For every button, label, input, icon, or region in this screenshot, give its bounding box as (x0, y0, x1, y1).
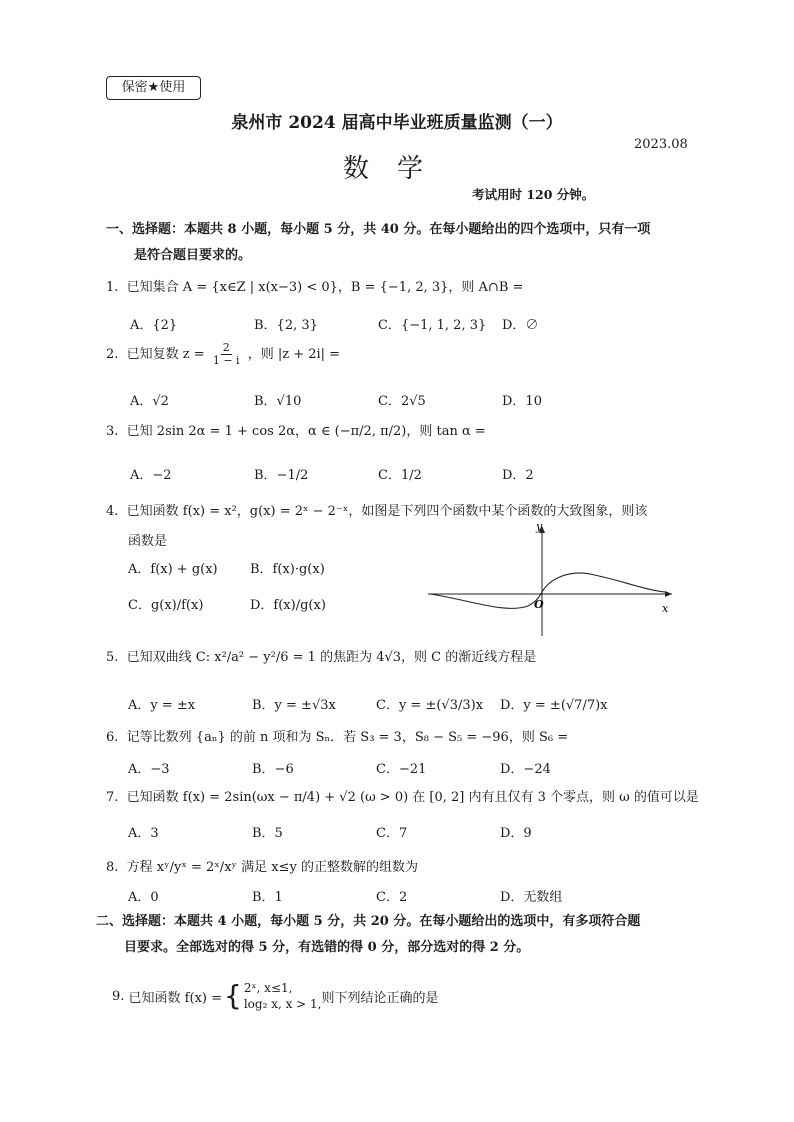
time-note: 考试用时 120 分钟。 (472, 187, 595, 202)
question-7-stem: 已知函数 f(x) = 2sin(ωx − π/4) + √2 (ω > 0) 在 [0, 2] 内有且仅有 3 个零点，则 ω 的值可以是 (126, 790, 699, 805)
q3-option-b: B．−1/2 (254, 468, 309, 483)
question-3-stem: 已知 2sin 2α = 1 + cos 2α，α ∈ (−π/2, π/2)，则 tan α = (126, 424, 486, 439)
q3-option-d: D．2 (502, 468, 534, 483)
question-1-stem: 已知集合 A = {x∈Z | x(x−3) < 0}，B = {−1, 2, 3}，则 A∩B = (126, 280, 524, 295)
brace-icon: { (224, 979, 242, 1013)
question-3: 3. 已知 2sin 2α = 1 + cos 2α，α ∈ (−π/2, π/2)，则 tan α = (106, 424, 486, 439)
question-1: 1. 已知集合 A = {x∈Z | x(x−3) < 0}，B = {−1, 2, 3}，则 A∩B = (106, 280, 524, 295)
q5-option-d: D．y = ±(√7/7)x (500, 698, 608, 713)
q7-option-b: B．5 (252, 826, 283, 841)
confidential-badge: 保密★使用 (106, 76, 201, 100)
y-axis-label: y (536, 522, 543, 533)
q5-option-a: A．y = ±x (128, 698, 196, 713)
q4-function-graph (420, 522, 680, 640)
q1-option-a: A．{2} (130, 318, 178, 333)
question-5: 5. 已知双曲线 C: x²/a² − y²/6 = 1 的焦距为 4√3，则 C 的渐近线方程是 (106, 650, 537, 665)
exam-title: 泉州市 2024 届高中毕业班质量监测（一） (231, 113, 563, 133)
question-8: 8. 方程 xʸ/yˣ = 2ˣ/xʸ 满足 x≤y 的正整数解的组数为 (106, 860, 418, 875)
question-5-stem: 已知双曲线 C: x²/a² − y²/6 = 1 的焦距为 4√3，则 C 的渐近线方程是 (126, 650, 537, 665)
q7-option-c: C．7 (376, 826, 408, 841)
question-7: 7. 已知函数 f(x) = 2sin(ωx − π/4) + √2 (ω > 0) 在 [0, 2] 内有且仅有 3 个零点，则 ω 的值可以是 (106, 790, 699, 805)
q4-option-c: C．g(x)/f(x) (128, 598, 204, 613)
question-9: 9. 已知函数 f(x) = { 2ˣ, x≤1, log₂ x, x > 1, 则下列结论正确的是 (112, 979, 439, 1013)
q9-piecewise: 2ˣ, x≤1, log₂ x, x > 1, (243, 981, 322, 1012)
q5-option-b: B．y = ±√3x (252, 698, 336, 713)
origin-label: O (534, 598, 544, 611)
q2-option-d: D．10 (502, 394, 542, 409)
function-curve (430, 573, 665, 608)
question-6: 6. 记等比数列 {aₙ} 的前 n 项和为 Sₙ．若 S₃ = 3，S₈ − S₅ = −96，则 S₆ = (106, 730, 569, 745)
section2-heading-line2: 目要求。全部选对的得 5 分，有选错的得 0 分，部分选对的得 2 分。 (124, 940, 530, 955)
q2-fraction: $\frac{2}{1 - i}$ (212, 341, 240, 368)
q1-option-d: D．∅ (502, 318, 539, 333)
q6-option-d: D．−24 (500, 762, 551, 777)
q3-option-a: A．−2 (130, 468, 172, 483)
q7-option-d: D．9 (500, 826, 532, 841)
question-4: 4. 已知函数 f(x) = x²，g(x) = 2ˣ − 2⁻ˣ，如图是下列四个函数中某个函数的大致图象，则该 (106, 504, 648, 519)
q1-option-c: C．{−1, 1, 2, 3} (378, 318, 487, 333)
q3-option-c: C．1/2 (378, 468, 422, 483)
q8-option-c: C．2 (376, 890, 408, 905)
subject-title: 数学 (342, 154, 451, 184)
question-6-stem: 记等比数列 {aₙ} 的前 n 项和为 Sₙ．若 S₃ = 3，S₈ − S₅ = −96，则 S₆ = (126, 730, 569, 745)
q8-option-a: A．0 (128, 890, 159, 905)
x-axis-arrow (665, 591, 672, 597)
q2-option-a: A．√2 (130, 394, 169, 409)
exam-date: 2023.08 (634, 137, 688, 152)
q5-option-c: C．y = ±(√3/3)x (376, 698, 484, 713)
section2-heading: 二、选择题：本题共 4 小题，每小题 5 分，共 20 分。在每小题给出的选项中，有多项符合题 (96, 914, 641, 929)
q4-option-a: A．f(x) + g(x) (128, 562, 218, 577)
q1-option-b: B．{2, 3} (254, 318, 318, 333)
q4-option-d: D．f(x)/g(x) (250, 598, 326, 613)
q6-option-b: B．−6 (252, 762, 294, 777)
q8-option-b: B．1 (252, 890, 283, 905)
question-4-stem: 已知函数 f(x) = x²，g(x) = 2ˣ − 2⁻ˣ，如图是下列四个函数中某个函数的大致图象，则该 (126, 504, 648, 519)
question-2: 2. 已知复数 z = $\frac{2}{1 - i}$ ，则 |z + 2i| = (106, 341, 341, 368)
q2-option-b: B．√10 (254, 394, 302, 409)
x-axis-label: x (662, 602, 669, 615)
section1-heading-line2: 是符合题目要求的。 (134, 248, 252, 263)
q7-option-a: A．3 (128, 826, 159, 841)
q6-option-a: A．−3 (128, 762, 170, 777)
q4-option-b: B．f(x)·g(x) (250, 562, 325, 577)
q6-option-c: C．−21 (376, 762, 427, 777)
question-4-stem-line2: 函数是 (128, 534, 168, 549)
q2-option-c: C．2√5 (378, 394, 426, 409)
q8-option-d: D．无数组 (500, 890, 563, 905)
section1-heading: 一、选择题：本题共 8 小题，每小题 5 分，共 40 分。在每小题给出的四个选项中，只有一项 (106, 222, 651, 237)
question-8-stem: 方程 xʸ/yˣ = 2ˣ/xʸ 满足 x≤y 的正整数解的组数为 (126, 860, 418, 875)
